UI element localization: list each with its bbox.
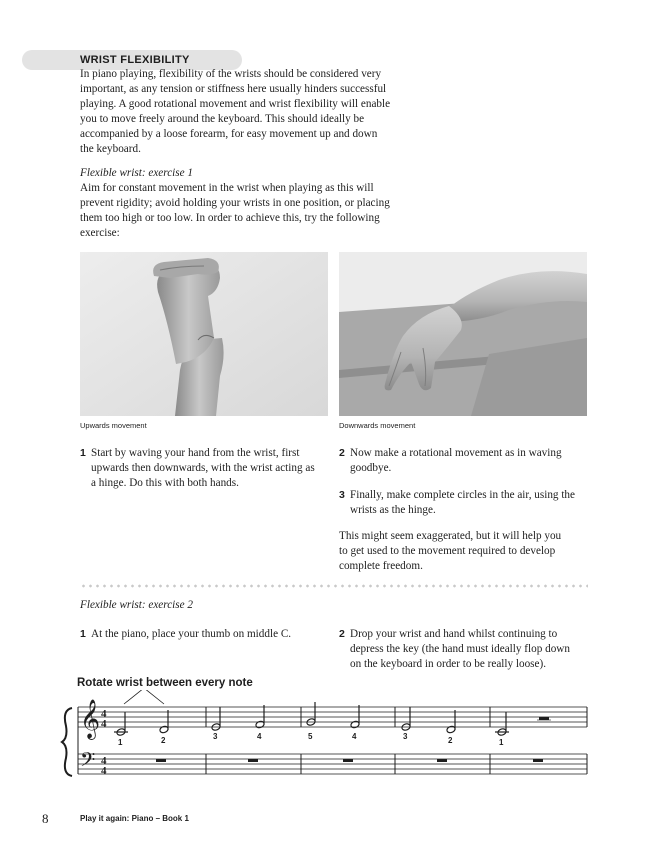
fingering: 2 xyxy=(448,736,453,745)
fingering: 3 xyxy=(403,732,408,741)
fingering: 4 xyxy=(257,732,262,741)
text-line: to get used to the movement required to develop xyxy=(339,545,556,557)
exercise2-step-2 xyxy=(339,627,579,672)
text-line: prevent rigidity; avoid holding your wrists in one position, or placing xyxy=(80,197,390,209)
half-rest xyxy=(539,717,549,720)
time-signature-top: 4 xyxy=(101,755,107,767)
fingering: 1 xyxy=(118,738,123,747)
exercise2-title-block xyxy=(80,598,410,613)
treble-staff-lines xyxy=(78,707,587,727)
step-3 xyxy=(339,488,579,518)
text-line: a hinge. Do this with both hands. xyxy=(91,477,239,489)
text-line: Drop your wrist and hand whilst continuing to xyxy=(350,628,558,640)
intro-paragraph xyxy=(80,67,410,157)
step-2 xyxy=(339,446,579,476)
step-1 xyxy=(80,446,320,491)
step-number: 3 xyxy=(339,489,345,501)
text-line: This might seem exaggerated, but it will help you xyxy=(339,530,562,542)
fingering: 2 xyxy=(161,736,166,745)
text-line: upwards then downwards, with the wrist acting as xyxy=(91,462,315,474)
whole-rests xyxy=(156,759,543,762)
text-line: on the keyboard in order to be really loose). xyxy=(350,658,547,670)
text-line: you to move freely around the keyboard. This should ideally be xyxy=(80,113,365,125)
text-line: Now make a rotational movement as in waving xyxy=(350,447,562,459)
text-line: depress the key (the hand must ideally flop down xyxy=(350,643,570,655)
exercise1-block xyxy=(80,166,410,241)
text-line: goodbye. xyxy=(350,462,392,474)
text-line: Finally, make complete circles in the air, using the xyxy=(350,489,575,501)
text-line: exercise: xyxy=(80,227,120,239)
text-line: important, as any tension or stiffness here usually hinders successful xyxy=(80,83,387,95)
text-line: accompanied by a loose forearm, for easy movement up and down xyxy=(80,128,378,140)
music-instruction: Rotate wrist between every note xyxy=(77,677,253,689)
music-staff xyxy=(0,690,655,790)
page-number: 8 xyxy=(42,811,49,826)
time-signature-bottom: 4 xyxy=(101,718,107,730)
step-number: 1 xyxy=(80,447,86,459)
text-line: wrists as the hinge. xyxy=(350,504,436,516)
bass-clef-icon: 𝄢 xyxy=(80,748,96,776)
text-line: At the piano, place your thumb on middle C. xyxy=(91,628,292,640)
grand-staff-brace xyxy=(62,708,72,776)
photo-upwards-movement xyxy=(80,252,328,416)
text-line: playing. A good rotational movement and wrist flexibility will enable xyxy=(80,98,391,110)
photo-caption: Downwards movement xyxy=(339,421,416,430)
exercise2-step-1 xyxy=(80,627,320,642)
fingering-numbers xyxy=(118,732,504,747)
step-number: 1 xyxy=(80,628,86,640)
treble-clef-icon: 𝄞 xyxy=(80,699,101,739)
bass-staff-lines xyxy=(78,754,587,774)
time-signature-top: 4 xyxy=(101,708,107,720)
exercise1-note xyxy=(339,529,589,574)
dotted-divider xyxy=(80,584,588,588)
text-line: Start by waving your hand from the wrist, first xyxy=(91,447,300,459)
text-line: Aim for constant movement in the wrist when playing as this will xyxy=(80,182,374,194)
photo-caption: Upwards movement xyxy=(80,421,147,430)
fingering: 4 xyxy=(352,732,357,741)
step-number: 2 xyxy=(339,628,345,640)
fingering: 1 xyxy=(499,738,504,747)
rotation-mark xyxy=(124,690,164,704)
text-line: In piano playing, flexibility of the wrists should be considered very xyxy=(80,68,382,80)
time-signature-bottom: 4 xyxy=(101,765,107,777)
text-line: the keyboard. xyxy=(80,143,141,155)
fingering: 3 xyxy=(213,732,218,741)
exercise2-title: Flexible wrist: exercise 2 xyxy=(80,599,193,611)
step-number: 2 xyxy=(339,447,345,459)
section-heading: WRIST FLEXIBILITY xyxy=(80,54,190,66)
text-line: them too high or too low. In order to achieve this, try the following xyxy=(80,212,380,224)
text-line: complete freedom. xyxy=(339,560,423,572)
exercise1-title: Flexible wrist: exercise 1 xyxy=(80,167,193,179)
book-title: Play it again: Piano – Book 1 xyxy=(80,814,189,823)
photo-downwards-movement xyxy=(339,252,587,416)
fingering: 5 xyxy=(308,732,313,741)
